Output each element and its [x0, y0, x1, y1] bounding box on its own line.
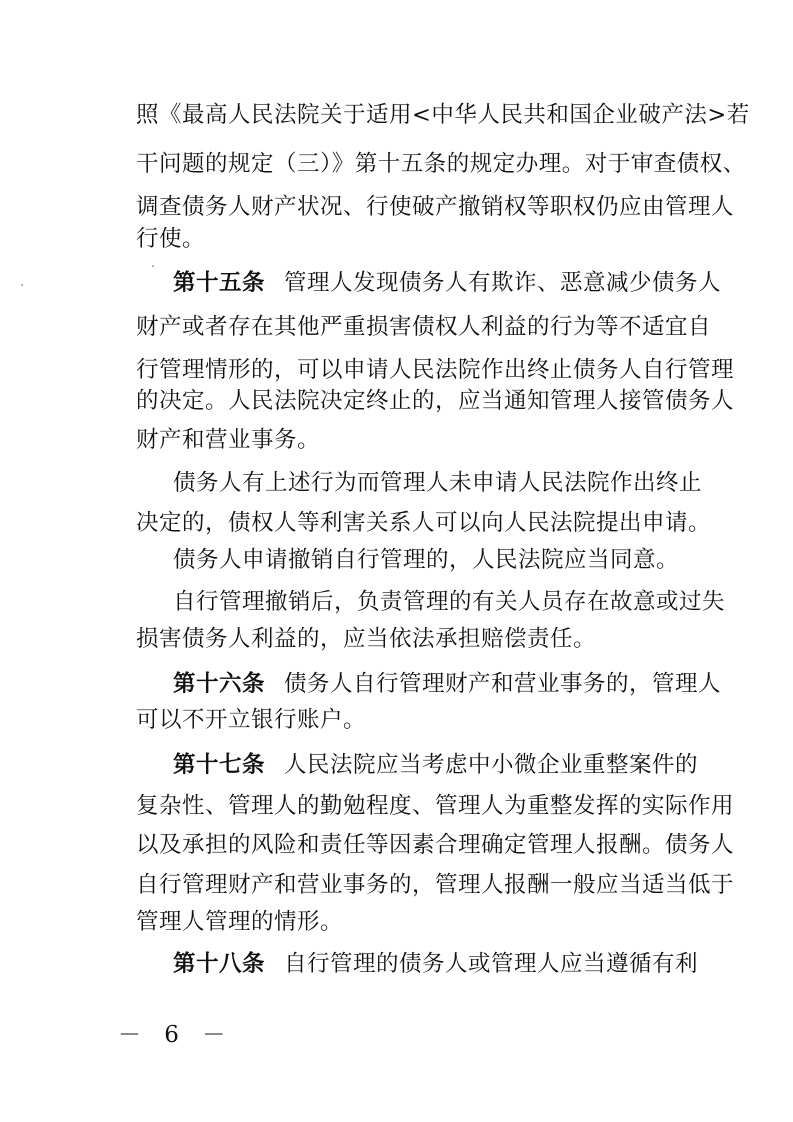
article-17-paragraph	[173, 750, 698, 780]
body-line-21: 管理人管理的情形。	[136, 909, 344, 935]
page-number: － 6 －	[118, 1022, 234, 1048]
scan-speck	[21, 284, 23, 286]
body-line-18: 复杂性、管理人的勤勉程度、管理人为重整发挥的实际作用	[136, 793, 735, 819]
body-line-1: 照《最高人民法院关于适用<中华人民共和国企业破产法>若	[136, 102, 750, 128]
body-line-8: 的决定。人民法院决定终止的，应当通知管理人接管债务人	[136, 388, 735, 414]
body-line-9: 财产和营业事务。	[136, 427, 321, 453]
article-18-heading: 第十八条	[173, 951, 266, 977]
body-line-10: 债务人有上述行为而管理人未申请人民法院作出终止	[173, 470, 703, 496]
body-line-19: 以及承担的风险和责任等因素合理确定管理人报酬。债务人	[136, 832, 735, 858]
body-line-14: 损害债务人利益的，应当依法承担赔偿责任。	[136, 626, 597, 652]
article-16-paragraph	[173, 669, 721, 699]
body-line-12: 债务人申请撤销自行管理的，人民法院应当同意。	[173, 547, 680, 573]
body-line-20: 自行管理财产和营业事务的，管理人报酬一般应当适当低于	[136, 872, 735, 898]
article-17-heading: 第十七条	[173, 752, 266, 778]
article-15-paragraph	[173, 268, 721, 298]
body-line-11: 决定的，债权人等利害关系人可以向人民法院提出申请。	[136, 510, 712, 536]
article-16-heading: 第十六条	[173, 671, 266, 697]
article-15-heading: 第十五条	[173, 270, 266, 296]
body-line-16: 可以不开立银行账户。	[136, 707, 367, 733]
article-16-text: 债务人自行管理财产和营业事务的，管理人	[284, 671, 722, 697]
body-line-7: 行管理情形的，可以申请人民法院作出终止债务人自行管理	[136, 357, 735, 383]
article-15-text: 管理人发现债务人有欺诈、恶意减少债务人	[284, 270, 722, 296]
body-line-4: 行使。	[136, 226, 206, 252]
article-17-text: 人民法院应当考虑中小微企业重整案件的	[284, 752, 699, 778]
article-18-text: 自行管理的债务人或管理人应当遵循有利	[284, 951, 699, 977]
body-line-3: 调查债务人财产状况、行使破产撤销权等职权仍应由管理人	[136, 194, 735, 220]
body-line-6: 财产或者存在其他严重损害债权人利益的行为等不适宜自	[136, 314, 712, 340]
scan-speck	[152, 265, 154, 267]
body-line-13: 自行管理撤销后，负责管理的有关人员存在故意或过失	[173, 589, 726, 615]
article-18-paragraph	[173, 949, 698, 979]
body-line-2: 干问题的规定（三）》第十五条的规定办理。对于审查债权、	[136, 151, 746, 177]
